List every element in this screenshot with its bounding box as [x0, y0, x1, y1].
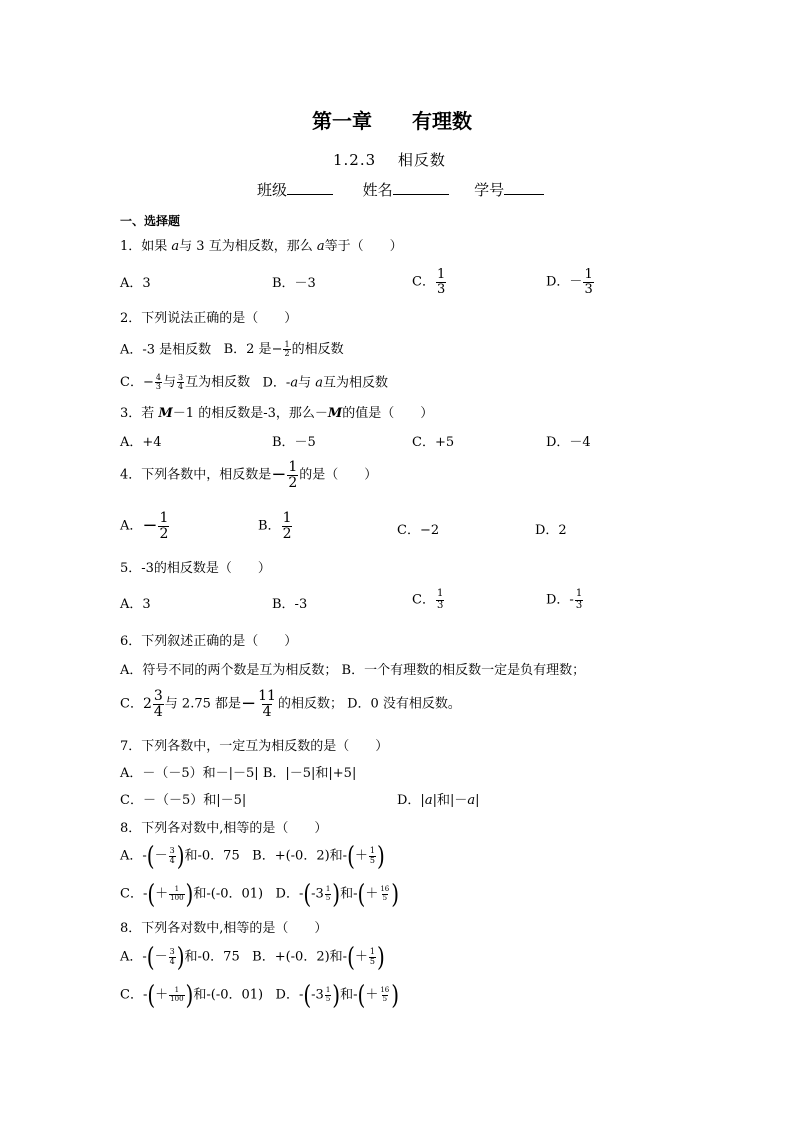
q1-stem: 1．如果 a与 3 互为相反数，那么 a等于（ ） — [120, 239, 403, 254]
q8-options-ab[interactable]: A．-(－ $\frac{3}{4}$ )和-0．75 B．+(-0．2)和-(＋ $\frac{1}{5}$ ) — [120, 840, 385, 872]
q8-stem: 8．下列各对数中,相等的是（ ） — [120, 821, 328, 836]
section-heading: 一、选择题 — [120, 214, 181, 228]
q4-option-d[interactable]: D．2 — [535, 523, 567, 538]
q4-option-a[interactable]: A．− $\frac{1}{2}$ — [120, 510, 169, 542]
q4-option-b[interactable]: B． $\frac{1}{2}$ — [258, 510, 292, 542]
q3-option-b[interactable]: B．－5 — [272, 435, 316, 450]
q4-stem: 4．下列各数中，相反数是− $\frac{1}{2}$ 的是（ ） — [120, 459, 378, 491]
q8-repeat-stem: 8．下列各对数中,相等的是（ ） — [120, 921, 328, 936]
q7-option-d[interactable]: D．|a|和|－a| — [397, 793, 480, 808]
q2-option-d: D．-a与 a互为相反数 — [262, 375, 388, 391]
q7-options-ab[interactable]: A．－（－5）和－|－5| B．|－5|和|+5| — [120, 766, 357, 781]
q1-option-c[interactable]: C． $\frac{1}{3}$ — [412, 267, 446, 297]
q5-option-b[interactable]: B．-3 — [272, 597, 308, 612]
q1-option-b[interactable]: B．－3 — [272, 276, 316, 291]
q8-repeat-options-ab[interactable]: A．-(－ $\frac{3}{4}$ )和-0．75 B．+(-0．2)和-(＋ $\frac{1}{5}$ ) — [120, 941, 385, 973]
q2-option-a: A．-3 是相反数 — [120, 342, 212, 358]
q2-options-ab[interactable] — [120, 341, 344, 359]
q8-options-cd[interactable]: C．-(＋ $\frac{1}{100}$ )和-(-0．01) D．-(-3 $\frac{1}{5}$ )和-(＋ $\frac{16}{5}$ ) — [120, 878, 400, 910]
chapter-title: 第一章 有理数 — [312, 109, 472, 133]
class-blank[interactable] — [287, 180, 333, 195]
student-info-line — [257, 179, 544, 200]
q5-option-c[interactable]: C． $\frac{1}{3}$ — [412, 588, 444, 611]
q2-options-cd[interactable] — [120, 374, 388, 392]
q1-option-d[interactable]: D．－ $\frac{1}{3}$ — [546, 267, 593, 297]
q3-option-d[interactable]: D．－4 — [546, 435, 591, 450]
q7-stem: 7．下列各数中，一定互为相反数的是（ ） — [120, 739, 389, 754]
q6-options-ab[interactable]: A．符号不同的两个数是互为相反数； B．一个有理数的相反数一定是负有理数； — [120, 663, 586, 678]
q5-option-d[interactable]: D．- $\frac{1}{3}$ — [546, 588, 583, 611]
q3-stem: 3．若 M－1 的相反数是-3，那么－M的值是（ ） — [120, 406, 434, 421]
q2-option-c: C．− $\frac{4}{3}$ 与 $\frac{3}{4}$ 互为相反数 — [120, 373, 251, 392]
q2-option-b: B．2 是− $\frac{1}{2}$ 的相反数 — [223, 340, 344, 359]
class-label: 班级 — [257, 181, 288, 199]
id-blank[interactable] — [504, 180, 544, 195]
name-label: 姓名 — [362, 181, 393, 199]
q2-stem: 2．下列说法正确的是（ ） — [120, 311, 298, 326]
id-label: 学号 — [474, 181, 505, 199]
q4-option-c[interactable]: C．−2 — [397, 523, 440, 538]
section-subtitle: 1.2.3 相反数 — [333, 151, 446, 169]
q3-option-c[interactable]: C．+5 — [412, 435, 455, 450]
q6-stem: 6．下列叙述正确的是（ ） — [120, 634, 298, 649]
q5-stem: 5．-3的相反数是（ ） — [120, 561, 271, 576]
name-blank[interactable] — [393, 180, 449, 195]
q5-option-a[interactable]: A．3 — [120, 597, 151, 612]
q1-option-a[interactable]: A．3 — [120, 276, 151, 291]
q8-repeat-options-cd[interactable]: C．-(＋ $\frac{1}{100}$ )和-(-0．01) D．-(-3 $\frac{1}{5}$ )和-(＋ $\frac{16}{5}$ ) — [120, 979, 400, 1011]
q6-options-cd[interactable]: C． 2 $\frac{3}{4}$ 与 2.75 都是− $\frac{11}{4}$ 的相反数； D．0 没有相反数。 — [120, 688, 461, 720]
q3-option-a[interactable]: A．+4 — [120, 435, 162, 450]
q7-option-c[interactable]: C．－（－5）和|－5| — [120, 793, 247, 808]
